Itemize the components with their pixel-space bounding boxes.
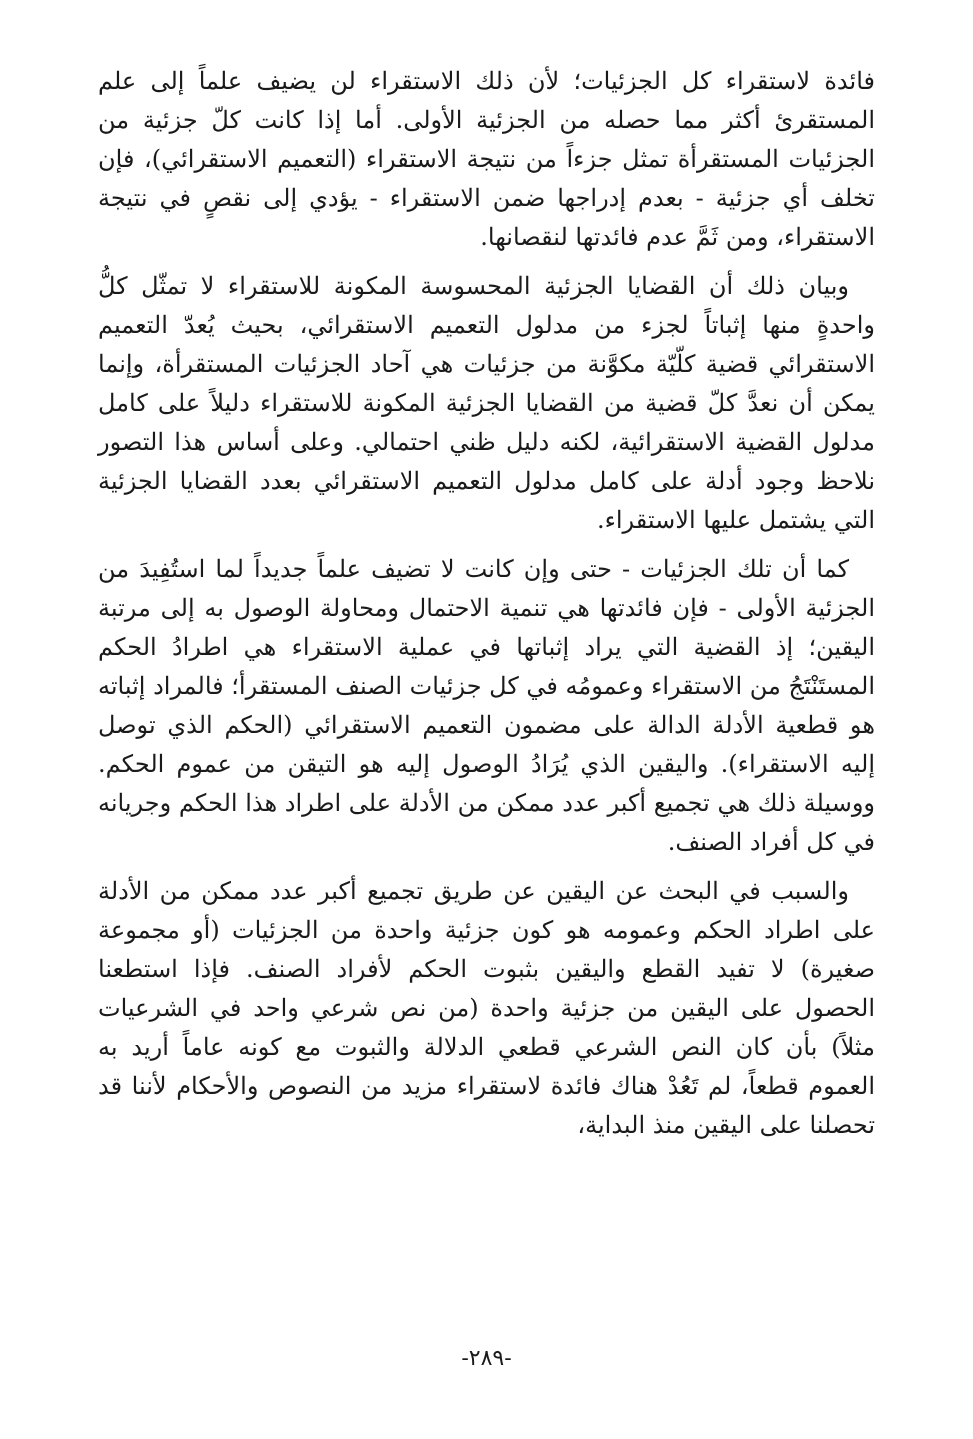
paragraph-4: والسبب في البحث عن اليقين عن طريق تجميع أكبر عدد ممكن من الأدلة على اطراد الحكم وعمومه هو كون جزئية واحدة من الجزئيات (أو مجموعة صغيرة) لا تفيد القطع واليقين بثبوت الحكم لأفراد الصنف. فإذا استطعنا الحصول على اليقين من جزئية واحدة (من نص شرعي واحد في الشرعيات مثلاً) بأن كان النص الشرعي قطعي الدلالة والثبوت مع كونه عاماً أريد به العموم قطعاً، لم تَعُدْ هناك فائدة لاستقراء مزيد من النصوص والأحكام لأننا قد تحصلنا على اليقين منذ البداية، bbox=[98, 877, 875, 1139]
paragraph-1: فائدة لاستقراء كل الجزئيات؛ لأن ذلك الاستقراء لن يضيف علماً إلى علم المستقرئ أكثر مما حصله من الجزئية الأولى. أما إذا كانت كلّ جزئية من الجزئيات المستقرأة تمثل جزءاً من نتيجة الاستقراء (التعميم الاستقرائي)، فإن تخلف أي جزئية - بعدم إدراجها ضمن الاستقراء - يؤدي إلى نقصٍ في نتيجة الاستقراء، ومن ثَمَّ عدم فائدتها لنقصانها. bbox=[98, 67, 875, 251]
body-text bbox=[98, 62, 875, 1155]
paragraph-2: وبيان ذلك أن القضايا الجزئية المحسوسة المكونة للاستقراء لا تمثّل كلُّ واحدةٍ منها إثباتاً لجزء من مدلول التعميم الاستقرائي، بحيث يُعدّ التعميم الاستقرائي قضية كلّيّة مكوَّنة من جزئيات هي آحاد الجزئيات المستقرأة، وإنما يمكن أن نعدَّ كلّ قضية من القضايا الجزئية المكونة للاستقراء دليلاً على كامل مدلول القضية الاستقرائية، لكنه دليل ظني احتمالي. وعلى أساس هذا التصور نلاحظ وجود أدلة على كامل مدلول التعميم الاستقرائي بعدد القضايا الجزئية التي يشتمل عليها الاستقراء. bbox=[98, 272, 875, 534]
page-number: -٢٨٩- bbox=[461, 1346, 512, 1371]
paragraph-3: كما أن تلك الجزئيات - حتى وإن كانت لا تضيف علماً جديداً لما استُفِيدَ من الجزئية الأولى - فإن فائدتها هي تنمية الاحتمال ومحاولة الوصول به إلى مرتبة اليقين؛ إذ القضية التي يراد إثباتها في عملية الاستقراء هي اطرادُ الحكم المستَنْتَجُ من الاستقراء وعمومُه في كل جزئيات الصنف المستقرأ؛ فالمراد إثباته هو قطعية الأدلة الدالة على مضمون التعميم الاستقرائي (الحكم الذي توصل إليه الاستقراء). واليقين الذي يُرَادُ الوصول إليه هو التيقن من عموم الحكم. ووسيلة ذلك هي تجميع أكبر عدد ممكن من الأدلة على اطراد هذا الحكم وجريانه في كل أفراد الصنف. bbox=[98, 555, 875, 856]
